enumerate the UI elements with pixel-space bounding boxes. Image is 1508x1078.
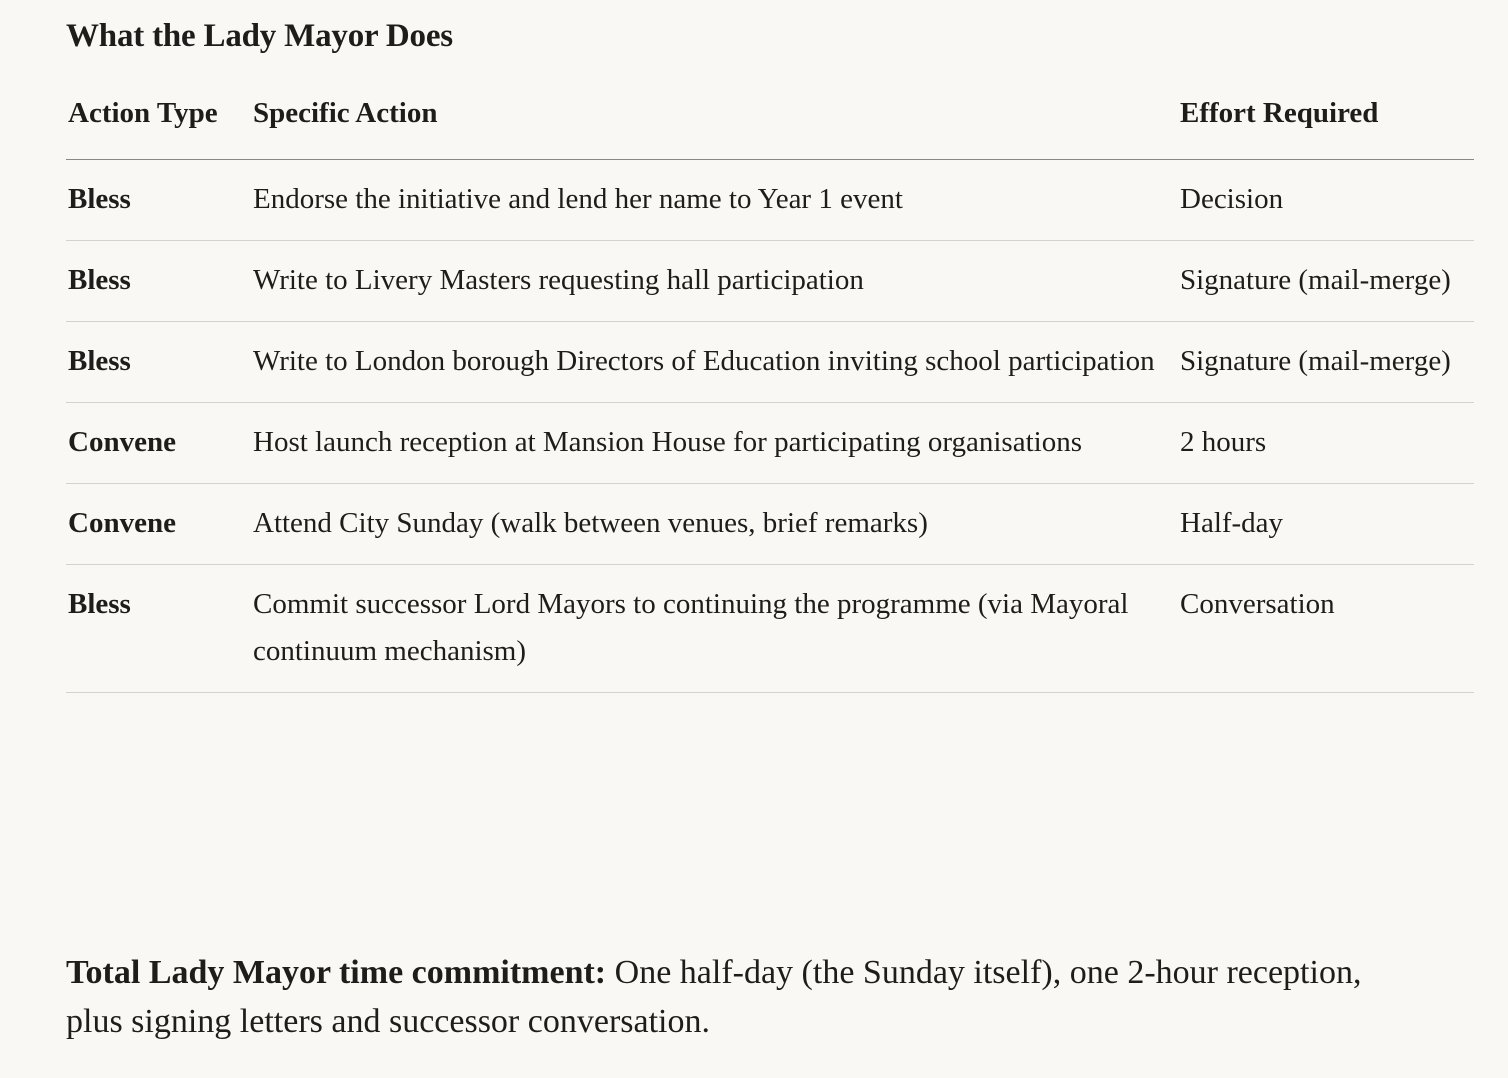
table-row — [66, 322, 1474, 403]
cell-effort-required: 2 hours — [1178, 403, 1474, 484]
cell-action-type: Bless — [66, 322, 251, 403]
cell-effort-required: Half-day — [1178, 484, 1474, 565]
cell-specific-action: Attend City Sunday (walk between venues, brief remarks) — [251, 484, 1178, 565]
cell-action-type: Convene — [66, 403, 251, 484]
cell-effort-required: Signature (mail-merge) — [1178, 322, 1474, 403]
cell-action-type: Convene — [66, 484, 251, 565]
cell-action-type: Bless — [66, 160, 251, 241]
cell-specific-action: Endorse the initiative and lend her name to Year 1 event — [251, 160, 1178, 241]
cell-effort-required: Decision — [1178, 160, 1474, 241]
actions-table — [66, 90, 1474, 693]
cell-action-type: Bless — [66, 241, 251, 322]
cell-specific-action: Commit successor Lord Mayors to continuing the programme (via Mayoral continuum mechanism) — [251, 565, 1178, 693]
table-row — [66, 241, 1474, 322]
cell-specific-action: Write to Livery Masters requesting hall participation — [251, 241, 1178, 322]
summary-paragraph — [66, 948, 1366, 1046]
summary-text: One half-day (the Sunday itself), one 2-hour reception, plus signing letters and successor conversation. — [66, 954, 1362, 1040]
table-row — [66, 565, 1474, 693]
table-row — [66, 484, 1474, 565]
header-specific-action: Specific Action — [251, 90, 1178, 160]
summary-label: Total Lady Mayor time commitment: — [66, 954, 607, 991]
table-header-row — [66, 90, 1474, 160]
header-effort-required: Effort Required — [1178, 90, 1474, 160]
cell-effort-required: Signature (mail-merge) — [1178, 241, 1474, 322]
section-title: What the Lady Mayor Does — [66, 18, 453, 54]
cell-specific-action: Write to London borough Directors of Education inviting school participation — [251, 322, 1178, 403]
table-row — [66, 160, 1474, 241]
cell-specific-action: Host launch reception at Mansion House for participating organisations — [251, 403, 1178, 484]
header-action-type: Action Type — [66, 90, 251, 160]
cell-action-type: Bless — [66, 565, 251, 693]
table-row — [66, 403, 1474, 484]
cell-effort-required: Conversation — [1178, 565, 1474, 693]
